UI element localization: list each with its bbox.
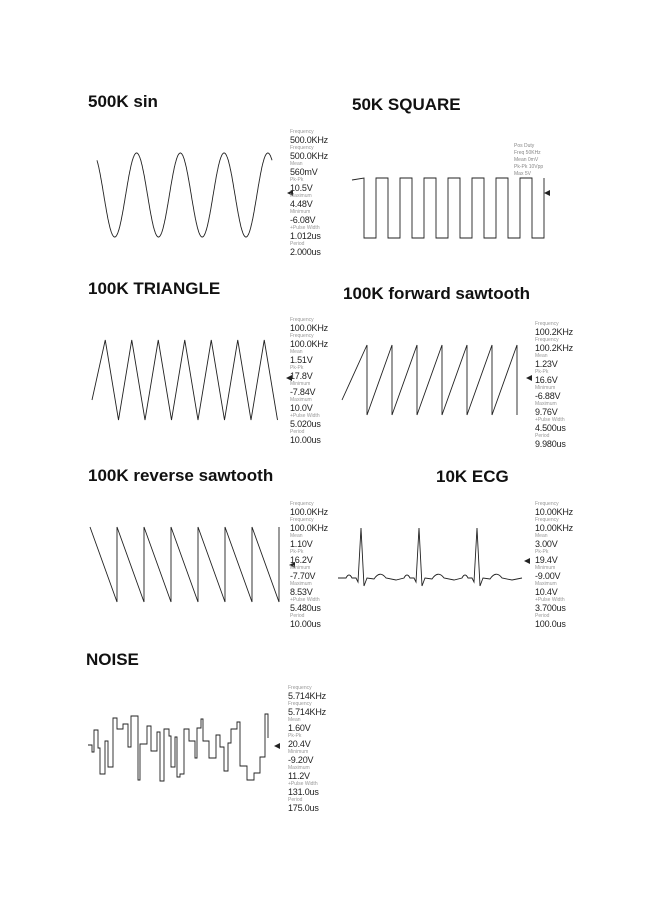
sine-trace [97, 153, 272, 237]
panel-title-noise: NOISE [86, 650, 139, 669]
readout-value: 5.714KHz [288, 691, 326, 701]
ecg-waveform [338, 520, 528, 600]
readout-label: Maximum [288, 765, 310, 771]
readout-label: Period [288, 797, 303, 803]
readout-label: Period [290, 613, 305, 619]
readout-label: Maximum [535, 401, 557, 407]
square-waveform [350, 170, 550, 245]
readout-value: 10.0V [290, 403, 313, 413]
readout-value: 100.0KHz [290, 507, 328, 517]
readout-label: Period [290, 241, 305, 247]
readout-label: Frequency [535, 321, 559, 327]
readout-label: Minimum [535, 385, 556, 391]
measurement-readout-triangle [290, 318, 328, 446]
readout-value: 10.00KHz [535, 523, 573, 533]
readout-label: Minimum [290, 565, 311, 571]
readout-label: Frequency [535, 337, 559, 343]
panel-title-sin: 500K sin [88, 92, 158, 111]
readout-label: Maximum [535, 581, 557, 587]
readout-value: 4.48V [290, 199, 313, 209]
forward-sawtooth-waveform [342, 340, 527, 420]
readout-value: -7.84V [290, 387, 316, 397]
readout-value: 5.714KHz [288, 707, 326, 717]
readout-label: +Pulse Width [290, 597, 320, 603]
readout-label: Frequency [535, 501, 559, 507]
readout-label: +Pulse Width [290, 225, 320, 231]
readout-value: 10.00KHz [535, 507, 573, 517]
readout-label: Period [290, 429, 305, 435]
measurement-readout-square [514, 143, 543, 178]
readout-label: +Pulse Width [535, 597, 565, 603]
readout-value: 4.500us [535, 423, 566, 433]
readout-value: 1.012us [290, 231, 321, 241]
readout-label: Mean [535, 353, 548, 359]
panel-title-square: 50K SQUARE [352, 95, 461, 114]
readout-label: +Pulse Width [290, 413, 320, 419]
readout-value: 10.4V [535, 587, 558, 597]
readout-value: 131.0us [288, 787, 319, 797]
readout-value: -7.70V [290, 571, 316, 581]
readout-label: Maximum [290, 397, 312, 403]
readout-label: Mean [290, 349, 303, 355]
readout-label: Frequency [290, 317, 314, 323]
readout-value: 1.23V [535, 359, 558, 369]
readout-value: -6.08V [290, 215, 316, 225]
readout-label: Minimum [535, 565, 556, 571]
readout-label: Frequency [290, 517, 314, 523]
panel-title-forward-sawtooth: 100K forward sawtooth [343, 284, 531, 303]
readout-value: 19.4V [535, 555, 558, 565]
readout-label: Frequency [535, 517, 559, 523]
readout-label: +Pulse Width [288, 781, 318, 787]
reverse-sawtooth-waveform [90, 522, 285, 607]
noise-trace [88, 714, 268, 781]
readout-line: Mean 0mV [514, 157, 539, 163]
readout-label: +Pulse Width [535, 417, 565, 423]
readout-line: Pk-Pk 10Vpp [514, 164, 544, 170]
readout-label: Period [535, 613, 550, 619]
panel-title-triangle: 100K TRIANGLE [88, 279, 221, 298]
triangle-trace [92, 340, 278, 420]
readout-label: Mean [535, 533, 548, 539]
readout-value: 10.5V [290, 183, 313, 193]
panel-title-ecg: 10K ECG [436, 467, 509, 486]
trigger-marker-icon [526, 375, 532, 381]
readout-label: Pk-Pk [290, 549, 304, 555]
readout-label: Mean [290, 161, 303, 167]
readout-value: 16.6V [535, 375, 558, 385]
readout-line: Max 5V [514, 171, 531, 177]
readout-value: 11.2V [288, 771, 310, 781]
readout-value: 16.2V [290, 555, 313, 565]
readout-value: 20.4V [288, 739, 311, 749]
readout-value: 5.480us [290, 603, 321, 613]
readout-line: Pos Duty [514, 143, 535, 149]
readout-label: Frequency [290, 501, 314, 507]
readout-value: 560mV [290, 167, 318, 177]
readout-value: 500.0KHz [290, 151, 328, 161]
readout-value: 1.10V [290, 539, 313, 549]
measurement-readout-forward-sawtooth [535, 322, 573, 450]
noise-waveform [88, 705, 273, 790]
trigger-marker-icon [524, 558, 530, 564]
measurement-readout-ecg [535, 502, 573, 630]
measurement-readout-reverse-sawtooth [290, 502, 328, 630]
trigger-marker-icon [544, 190, 550, 196]
readout-value: 9.76V [535, 407, 558, 417]
readout-value: 1.51V [290, 355, 313, 365]
readout-label: Pk-Pk [290, 365, 304, 371]
square-trace [352, 178, 544, 238]
readout-value: 2.000us [290, 247, 321, 257]
readout-label: Pk-Pk [290, 177, 304, 183]
readout-value: 100.0us [535, 619, 566, 629]
readout-value: 10.00us [290, 619, 321, 629]
readout-label: Mean [288, 717, 301, 723]
readout-line: Freq 50KHz [514, 150, 541, 156]
readout-value: 3.700us [535, 603, 566, 613]
readout-value: 5.020us [290, 419, 321, 429]
readout-value: 17.8V [290, 371, 313, 381]
readout-label: Frequency [288, 685, 312, 691]
readout-value: 100.2KHz [535, 327, 573, 337]
readout-value: 9.980us [535, 439, 566, 449]
readout-label: Frequency [290, 333, 314, 339]
readout-value: -9.20V [288, 755, 314, 765]
readout-value: 500.0KHz [290, 135, 328, 145]
readout-value: 100.2KHz [535, 343, 573, 353]
panel-title-reverse-sawtooth: 100K reverse sawtooth [88, 466, 274, 485]
readout-label: Frequency [288, 701, 312, 707]
readout-value: 3.00V [535, 539, 558, 549]
readout-label: Minimum [290, 381, 311, 387]
readout-value: 175.0us [288, 803, 319, 813]
readout-value: 10.00us [290, 435, 321, 445]
readout-value: 100.0KHz [290, 523, 328, 533]
ecg-trace [338, 528, 522, 586]
readout-label: Maximum [290, 193, 312, 199]
readout-label: Mean [290, 533, 303, 539]
readout-label: Period [535, 433, 550, 439]
forward-sawtooth-trace [342, 345, 517, 415]
triangle-waveform [92, 335, 282, 425]
readout-label: Pk-Pk [535, 369, 549, 375]
readout-value: 8.53V [290, 587, 313, 597]
reverse-sawtooth-trace [90, 527, 279, 602]
readout-label: Minimum [288, 749, 309, 755]
readout-value: 100.0KHz [290, 339, 328, 349]
sine-waveform [95, 150, 275, 250]
measurement-readout-noise [288, 686, 326, 814]
readout-value: -9.00V [535, 571, 561, 581]
readout-label: Pk-Pk [535, 549, 549, 555]
readout-label: Frequency [290, 129, 314, 135]
readout-value: -6.88V [535, 391, 561, 401]
readout-label: Pk-Pk [288, 733, 302, 739]
readout-label: Frequency [290, 145, 314, 151]
trigger-marker-icon [274, 743, 280, 749]
readout-value: 1.60V [288, 723, 311, 733]
readout-label: Maximum [290, 581, 312, 587]
readout-label: Minimum [290, 209, 311, 215]
measurement-readout-sin [290, 130, 328, 258]
readout-value: 100.0KHz [290, 323, 328, 333]
